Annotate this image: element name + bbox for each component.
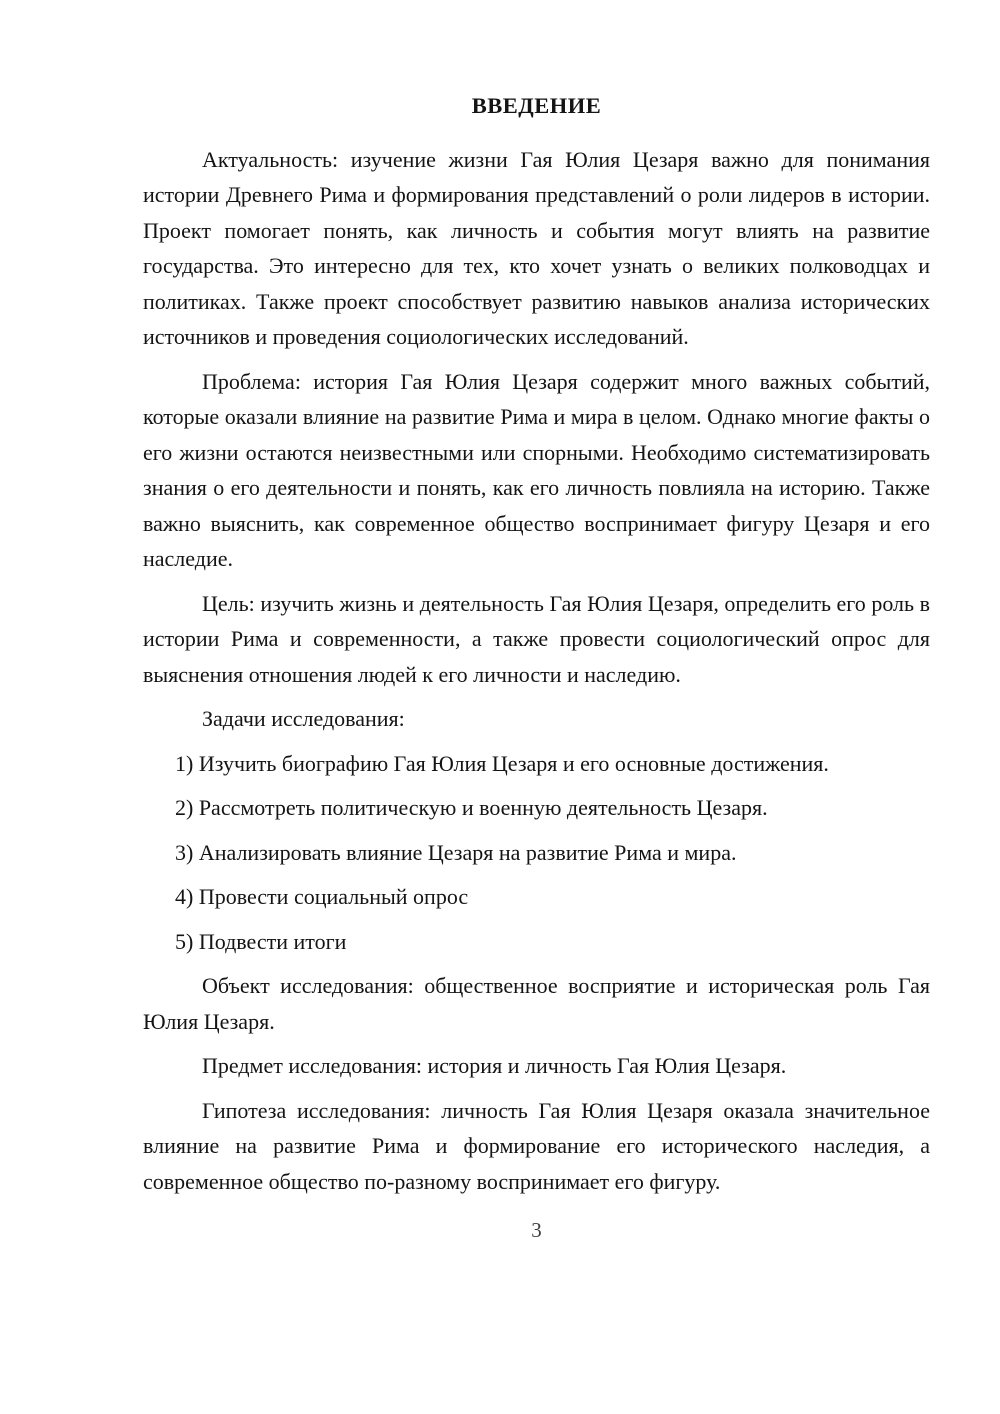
task-list-item-5: 5) Подвести итоги xyxy=(175,928,347,954)
page-title: ВВЕДЕНИЕ xyxy=(471,93,602,118)
paragraph-goal: Цель: изучить жизнь и деятельность Гая Юлия Цезаря, определить его роль в истории Рима и современности, а также провести социологический опрос для выяснения отношения людей к его личности и наследию. xyxy=(143,590,930,687)
paragraph-relevance: Актуальность: изучение жизни Гая Юлия Цезаря важно для понимания истории Древнего Рима и формирования представлений о роли лидеров в истории. Проект помогает понять, как личность и события могут влиять на развитие государства. Это интересно для тех, кто хочет узнать о великих полководцах и политиках. Также проект способствует развитию навыков анализа исторических источников и проведения социологических исследований. xyxy=(143,146,930,349)
paragraph-hypothesis: Гипотеза исследования: личность Гая Юлия Цезаря оказала значительное влияние на развитие Рима и формирование его исторического наследия, а современное общество по-разному воспринимает его фигуру. xyxy=(143,1097,930,1194)
task-list-item-2: 2) Рассмотреть политическую и военную деятельность Цезаря. xyxy=(175,795,768,820)
paragraph-research-object: Объект исследования: общественное восприятие и историческая роль Гая Юлия Цезаря. xyxy=(143,973,930,1034)
paragraph-research-subject: Предмет исследования: история и личность Гая Юлия Цезаря. xyxy=(202,1053,787,1078)
page-number: 3 xyxy=(531,1218,542,1242)
task-list-item-4: 4) Провести социальный опрос xyxy=(175,884,469,909)
task-list-item-3: 3) Анализировать влияние Цезаря на развитие Рима и мира. xyxy=(175,839,737,865)
paragraph-problem: Проблема: история Гая Юлия Цезаря содержит много важных событий, которые оказали влияние на развитие Рима и мира в целом. Однако многие факты о его жизни остаются неизвестными или спорными. Необходимо систематизировать знания о его деятельности и понять, как его личность повлияла на историю. Также важно выяснить, как современное общество воспринимает фигуру Цезаря и его наследие. xyxy=(143,368,930,571)
paragraph-tasks-heading: Задачи исследования: xyxy=(202,706,405,731)
task-list-item-1: 1) Изучить биографию Гая Юлия Цезаря и его основные достижения. xyxy=(175,750,829,776)
